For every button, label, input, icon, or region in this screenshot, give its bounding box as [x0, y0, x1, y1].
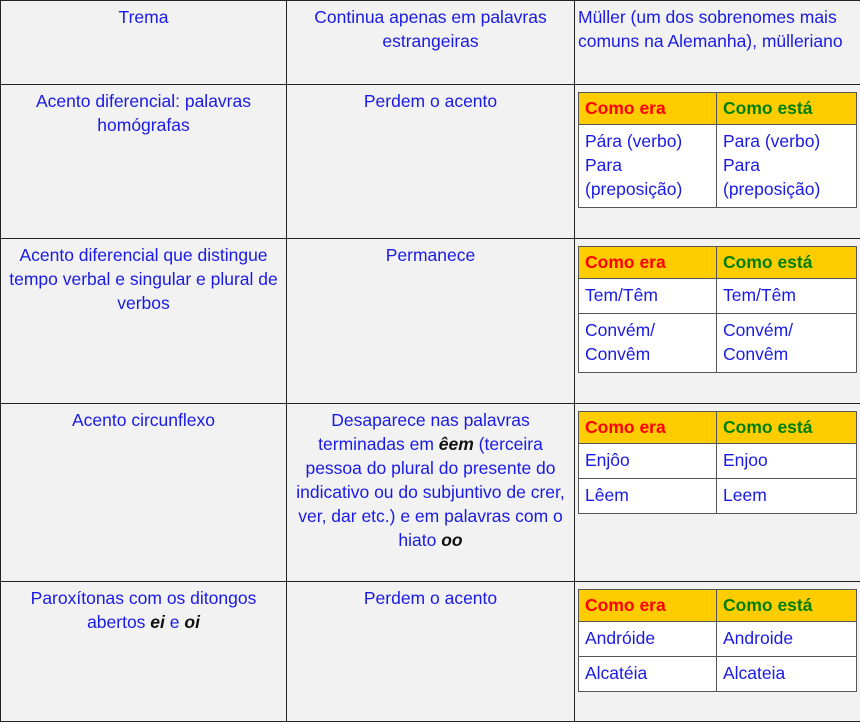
comparison-row	[579, 125, 857, 208]
table-row	[1, 85, 860, 239]
rule-cell	[1, 404, 287, 582]
comparison-row	[579, 314, 857, 373]
header-before: Como era	[579, 590, 717, 622]
change-cell	[287, 239, 575, 404]
comparison-header-row	[579, 247, 857, 279]
after-value: Tem/Têm	[717, 279, 857, 314]
example-cell	[575, 239, 860, 404]
example-cell	[575, 85, 860, 239]
comparison-table	[578, 92, 857, 208]
before-value: Convém/ Convêm	[579, 314, 717, 373]
change-text-middle: (terceira pessoa do plural do presente do indicativo ou do subjuntivo de crer, ver, dar etc.) e em palavras com o hiato	[296, 434, 565, 550]
before-value: Pára (verbo) Para (preposição)	[579, 125, 717, 208]
rule-text: Acento diferencial: palavras homógrafas	[36, 91, 251, 135]
before-value: Lêem	[579, 479, 717, 514]
change-cell	[287, 85, 575, 239]
example-cell	[575, 404, 860, 582]
emphasis-oi: oi	[184, 612, 200, 632]
comparison-header-row	[579, 93, 857, 125]
header-after: Como está	[717, 590, 857, 622]
after-value: Alcateia	[717, 657, 857, 692]
table-row	[1, 239, 860, 404]
rule-text: Trema	[119, 7, 169, 27]
table-row	[1, 404, 860, 582]
header-after: Como está	[717, 247, 857, 279]
emphasis-oo: oo	[441, 530, 462, 550]
before-value: Enjôo	[579, 444, 717, 479]
before-value: Alcatéia	[579, 657, 717, 692]
example-cell	[575, 582, 860, 722]
after-value: Androide	[717, 622, 857, 657]
comparison-table	[578, 246, 857, 373]
rule-text-middle: e	[165, 612, 184, 632]
after-value: Para (verbo) Para (preposição)	[717, 125, 857, 208]
rule-cell	[1, 1, 287, 85]
rule-text: Acento circunflexo	[72, 410, 215, 430]
header-after: Como está	[717, 93, 857, 125]
change-text-start: Desaparece nas palavras terminadas em	[318, 410, 530, 454]
rule-cell	[1, 582, 287, 722]
rule-cell	[1, 85, 287, 239]
header-after: Como está	[717, 412, 857, 444]
header-before: Como era	[579, 247, 717, 279]
change-cell	[287, 1, 575, 85]
comparison-row	[579, 479, 857, 514]
example-cell	[575, 1, 860, 85]
table-row	[1, 1, 860, 85]
table-row	[1, 582, 860, 722]
comparison-row	[579, 657, 857, 692]
change-cell	[287, 404, 575, 582]
example-text: Müller (um dos sobrenomes mais comuns na Alemanha), mülleriano	[578, 7, 843, 51]
emphasis-ei: ei	[150, 612, 165, 632]
after-value: Convém/ Convêm	[717, 314, 857, 373]
comparison-row	[579, 279, 857, 314]
header-before: Como era	[579, 412, 717, 444]
after-value: Enjoo	[717, 444, 857, 479]
comparison-header-row	[579, 412, 857, 444]
comparison-table	[578, 589, 857, 692]
emphasis-eem: êem	[439, 434, 474, 454]
rule-text: Acento diferencial que distingue tempo verbal e singular e plural de verbos	[9, 245, 278, 313]
comparison-header-row	[579, 590, 857, 622]
change-text: Continua apenas em palavras estrangeiras	[314, 7, 547, 51]
header-before: Como era	[579, 93, 717, 125]
rule-text-start: Paroxítonas com os ditongos abertos	[31, 588, 257, 632]
change-text: Perdem o acento	[364, 91, 497, 111]
change-text: Permanece	[386, 245, 476, 265]
change-cell	[287, 582, 575, 722]
comparison-table	[578, 411, 857, 514]
before-value: Tem/Têm	[579, 279, 717, 314]
before-value: Andróide	[579, 622, 717, 657]
rule-cell	[1, 239, 287, 404]
change-text: Perdem o acento	[364, 588, 497, 608]
after-value: Leem	[717, 479, 857, 514]
comparison-row	[579, 622, 857, 657]
comparison-row	[579, 444, 857, 479]
